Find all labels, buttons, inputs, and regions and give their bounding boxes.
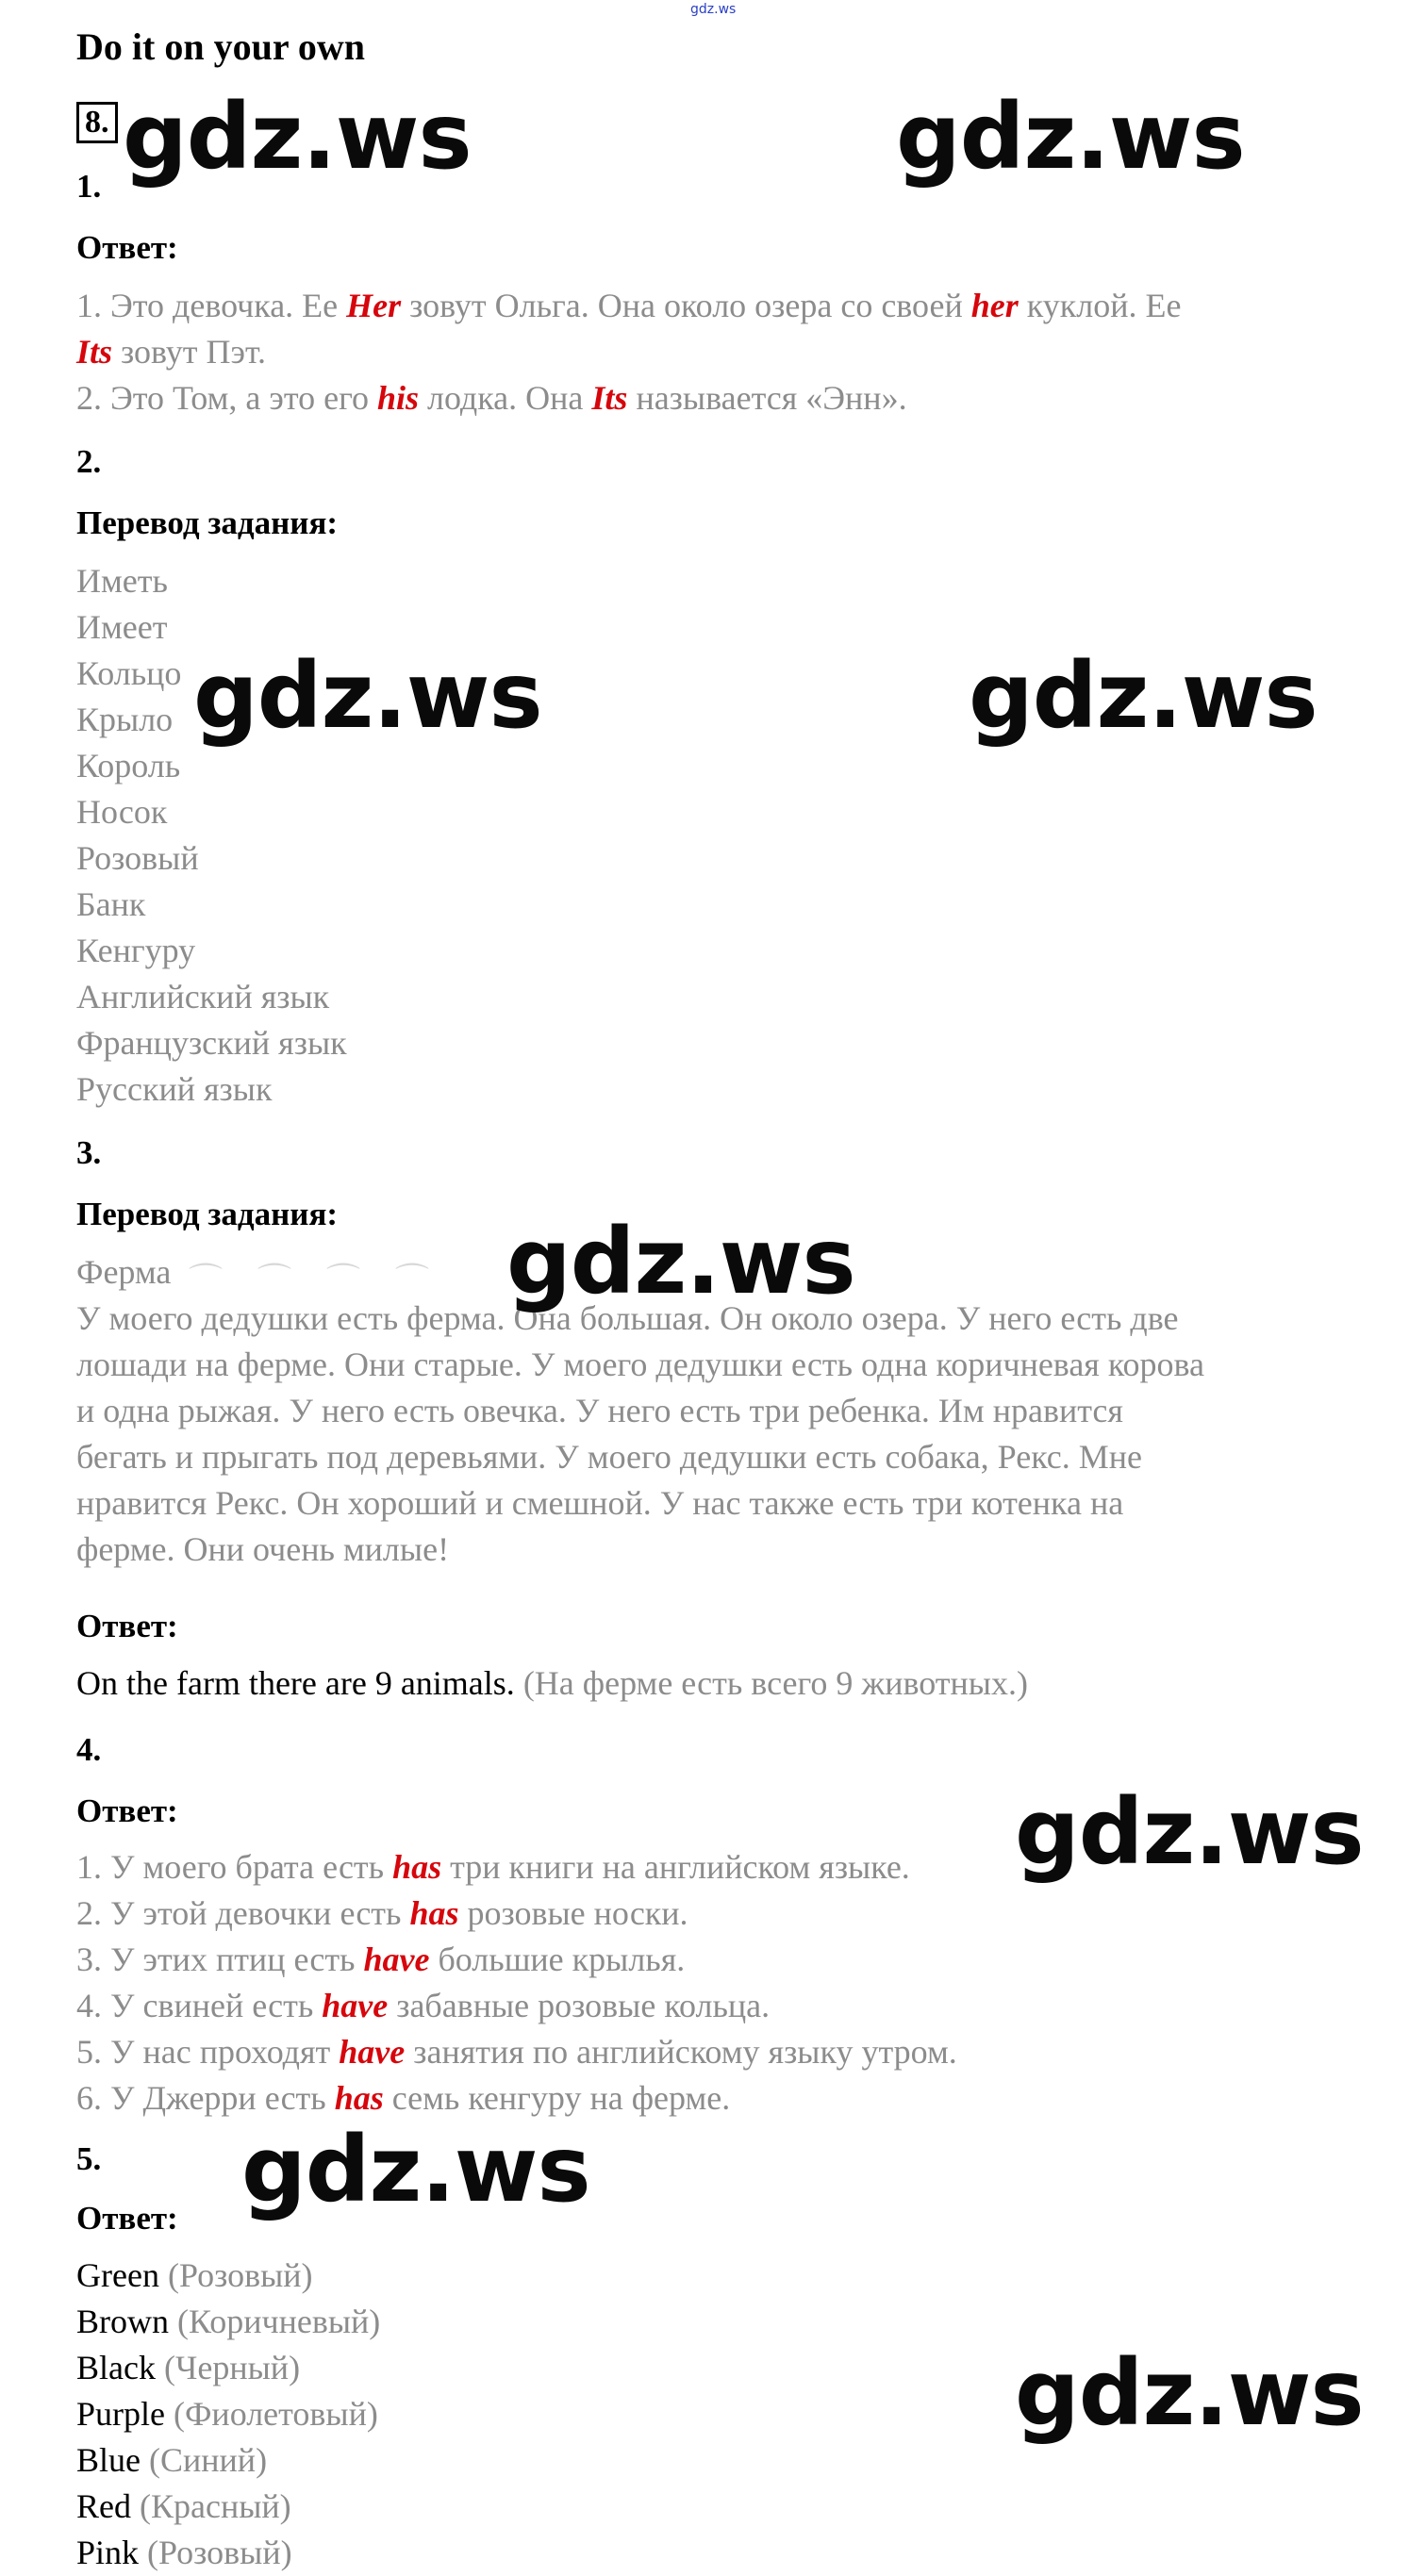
text-line: У моего дедушки есть ферма. Она большая. Он около озера. У него есть две <box>76 1299 1179 1337</box>
exercise-1-number: 1. <box>76 168 102 205</box>
list-item: Green (Розовый) <box>76 2256 313 2294</box>
list-item: Крыло <box>76 701 174 738</box>
list-item: Кольцо <box>76 654 182 692</box>
list-item: Русский язык <box>76 1070 273 1108</box>
watermark: gdz.ws <box>969 643 1318 749</box>
exercise-4-answer-label: Ответ: <box>76 1792 178 1829</box>
exercise-4-answers <box>76 1844 957 2122</box>
exercise-3-translation-label: Перевод задания: <box>76 1196 339 1232</box>
answer-word: has <box>392 1848 442 1886</box>
list-item: Французский язык <box>76 1024 347 1062</box>
watermark: gdz.ws <box>506 1209 855 1314</box>
text-line: ферме. Они очень милые! <box>76 1530 450 1568</box>
top-site-mark: gdz.ws <box>690 2 737 17</box>
answer-word: her <box>970 287 1019 324</box>
watermark: gdz.ws <box>896 84 1245 190</box>
exercise-5-colors <box>76 2253 380 2576</box>
watermark: gdz.ws <box>241 2117 590 2222</box>
list-item: 2. У этой девочки есть has розовые носки. <box>76 1894 688 1932</box>
text-line: Ферма <box>76 1253 172 1291</box>
answer-word: have <box>322 1987 389 2024</box>
answer-word: have <box>339 2033 406 2071</box>
answer-word: has <box>334 2079 384 2117</box>
exercise-3-number: 3. <box>76 1134 102 1171</box>
exercise-4-number: 4. <box>76 1731 102 1768</box>
exercise-1-answer-label: Ответ: <box>76 229 178 266</box>
exercise-1-line-3: 2. Это Том, а это его his лодка. Она Its называется «Энн». <box>76 379 907 417</box>
answer-word: Her <box>346 287 402 324</box>
list-item: 1. У моего брата есть has три книги на английском языке. <box>76 1848 910 1886</box>
faint-background-trace: ⌒ ⌒ ⌒ ⌒ <box>189 1262 443 1299</box>
list-item: Носок <box>76 793 168 831</box>
text-line: бегать и прыгать под деревьями. У моего дедушки есть собака, Рекс. Мне <box>76 1438 1143 1476</box>
list-item: Имеет <box>76 608 168 646</box>
exercise-5-number: 5. <box>76 2140 102 2177</box>
list-item: 6. У Джерри есть has семь кенгуру на ферме. <box>76 2079 731 2117</box>
answer-word: his <box>376 379 419 417</box>
text-line: лошади на ферме. Они старые. У моего дедушки есть одна коричневая корова <box>76 1346 1205 1383</box>
list-item: Brown (Коричневый) <box>76 2303 381 2340</box>
list-item: Blue (Синий) <box>76 2441 268 2479</box>
exercise-2-word-list <box>76 558 347 1113</box>
answer-word: have <box>363 1940 430 1978</box>
list-item: Red (Красный) <box>76 2487 291 2525</box>
list-item: Банк <box>76 885 146 923</box>
task-number-badge: 8. <box>76 102 118 143</box>
watermark: gdz.ws <box>123 84 472 190</box>
watermark: gdz.ws <box>1015 1779 1364 1885</box>
exercise-3-answer <box>76 1660 1028 1707</box>
exercise-5-answer-label: Ответ: <box>76 2200 178 2237</box>
list-item: Английский язык <box>76 978 330 1016</box>
watermark: gdz.ws <box>193 643 542 749</box>
list-item: Pink (Розовый) <box>76 2534 292 2571</box>
list-item: Purple (Фиолетовый) <box>76 2395 378 2433</box>
list-item: Иметь <box>76 562 168 600</box>
exercise-3-answer-label: Ответ: <box>76 1608 178 1644</box>
list-item: 4. У свиней есть have забавные розовые кольца. <box>76 1987 771 2024</box>
answer-word: has <box>409 1894 459 1932</box>
page-title: Do it on your own <box>76 25 365 68</box>
list-item: Розовый <box>76 839 199 877</box>
answer-translation: (На ферме есть всего 9 животных.) <box>514 1664 1028 1702</box>
answer-word: Its <box>76 333 113 371</box>
watermark: gdz.ws <box>1015 2340 1364 2446</box>
list-item: 5. У нас проходят have занятия по английскому языку утром. <box>76 2033 957 2071</box>
exercise-1-line-2: Its зовут Пэт. <box>76 333 267 371</box>
answer-english: On the farm there are 9 animals. <box>76 1664 515 1702</box>
list-item: Король <box>76 747 181 784</box>
exercise-1-line-1: 1. Это девочка. Ее Her зовут Ольга. Она около озера со своей her куклой. Ее <box>76 287 1182 324</box>
list-item: 3. У этих птиц есть have большие крылья. <box>76 1940 686 1978</box>
answer-word: Its <box>591 379 628 417</box>
text-line: нравится Рекс. Он хороший и смешной. У нас также есть три котенка на <box>76 1484 1124 1522</box>
exercise-2-translation-label: Перевод задания: <box>76 504 339 541</box>
exercise-2-number: 2. <box>76 443 102 480</box>
list-item: Кенгуру <box>76 932 196 969</box>
list-item: Black (Черный) <box>76 2349 301 2386</box>
text-line: и одна рыжая. У него есть овечка. У него есть три ребенка. Им нравится <box>76 1392 1123 1429</box>
